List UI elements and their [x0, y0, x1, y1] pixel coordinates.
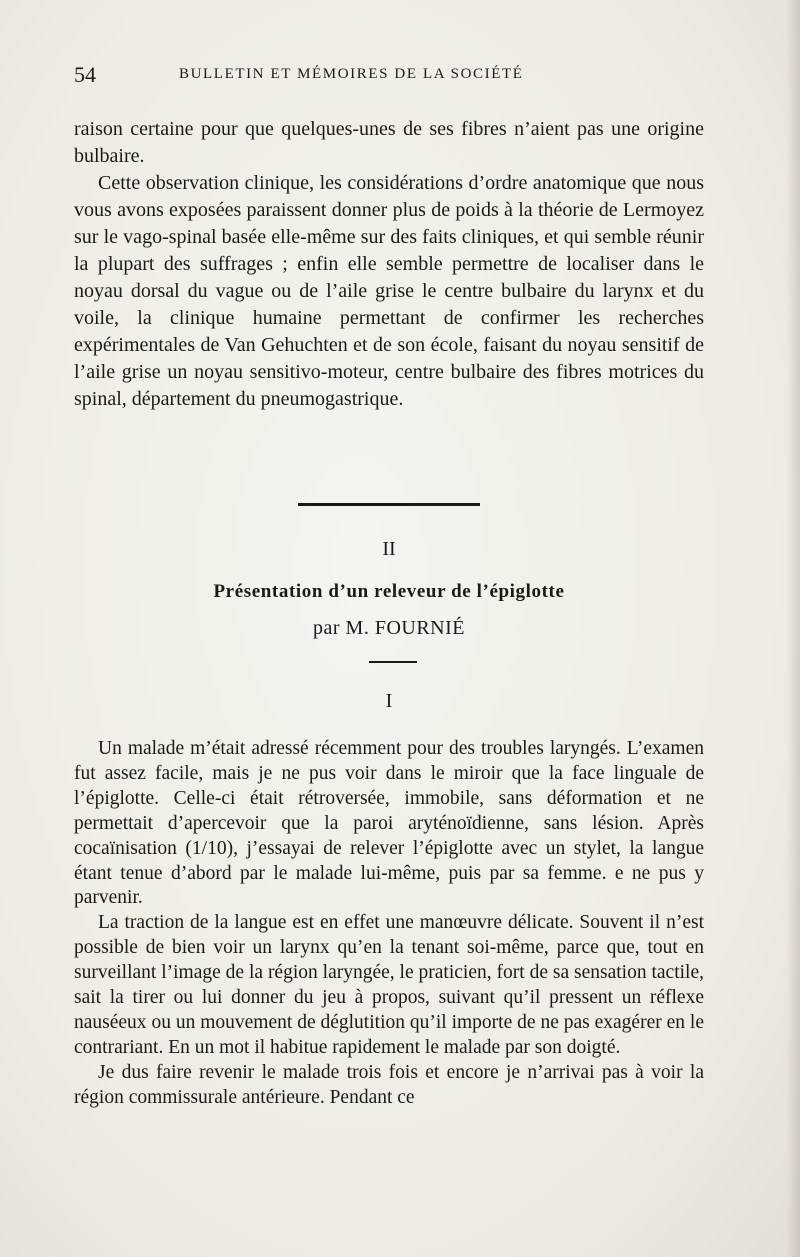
running-head: BULLETIN ET MÉMOIRES DE LA SOCIÉTÉ	[179, 66, 524, 82]
paragraph-tongue-traction: La traction de la langue est en effet une manœuvre délicate. Souvent il n’est possible de bien voir un larynx qu’en la tenant soi-même, parce que, tout en surveillant l’image de la région laryngée, le praticien, fort de sa sensation tactile, sait la tirer ou lui donner du jeu à propos, suivant qu’il pressent un réflexe nauséeux ou un mouvement de déglutition qu’il importe de ne pas exagérer en le contrariant. En un mot il habitue rapidement le malade par son doigté.	[74, 912, 704, 1058]
article-author: par M. FOURNIÉ	[313, 617, 465, 639]
paragraph-case-report: Un malade m’était adressé récemment pour des troubles laryngés. L’examen fut assez facile, mais je ne pus voir dans le miroir que la face linguale de l’épiglotte. Celle-ci était rétroversée, immobile, sans déformation et ne permettait d’apercevoir que la paroi aryténoïdienne, sans lésion. Après cocaïnisation (1/10), j’essayai de relever l’épiglotte avec un stylet, la langue étant tenue d’abord par le malade lui-même, puis par sa femme. e ne pus y parvenir.	[74, 738, 704, 909]
paragraph-return-visits: Je dus faire revenir le malade trois fois et encore je n’arrivai pas à voir la région commissurale antérieure. Pendant ce	[74, 1061, 704, 1108]
subsection-number: I	[385, 690, 393, 712]
section-number: II	[382, 538, 396, 560]
page-header	[74, 62, 714, 92]
paragraph-conclusion: Cette observation clinique, les considérations d’ordre anatomique que nous vous avons exposées paraissent donner plus de poids à la théorie de Lermoyez sur le vago-spinal basée elle-même sur des faits cliniques, et qui semble réunir la plupart des suffrages ; enfin elle semble permettre de localiser dans le noyau dorsal du vague ou de l’aile grise le centre bulbaire du larynx et du voile, la clinique humaine permettant de confirmer les recherches expérimentales de Van Gehuchten et de son école, faisant du noyau sensitif de l’aile grise un noyau sensitivo-moteur, centre bulbaire des fibres motrices du spinal, département du pneumogastrique.	[74, 172, 704, 410]
article-title: Présentation d’un releveur de l’épiglotte	[213, 581, 565, 602]
page-number: 54	[74, 62, 96, 87]
text-block-article	[74, 737, 704, 1111]
page-edge-shadow	[786, 0, 800, 1257]
section-divider-rule	[298, 503, 480, 506]
text-block-continuation	[74, 116, 704, 413]
paragraph-continuation: raison certaine pour que quelques-unes de ses fibres n’aient pas une origine bulbaire.	[74, 118, 704, 167]
title-underline-rule	[369, 661, 417, 663]
